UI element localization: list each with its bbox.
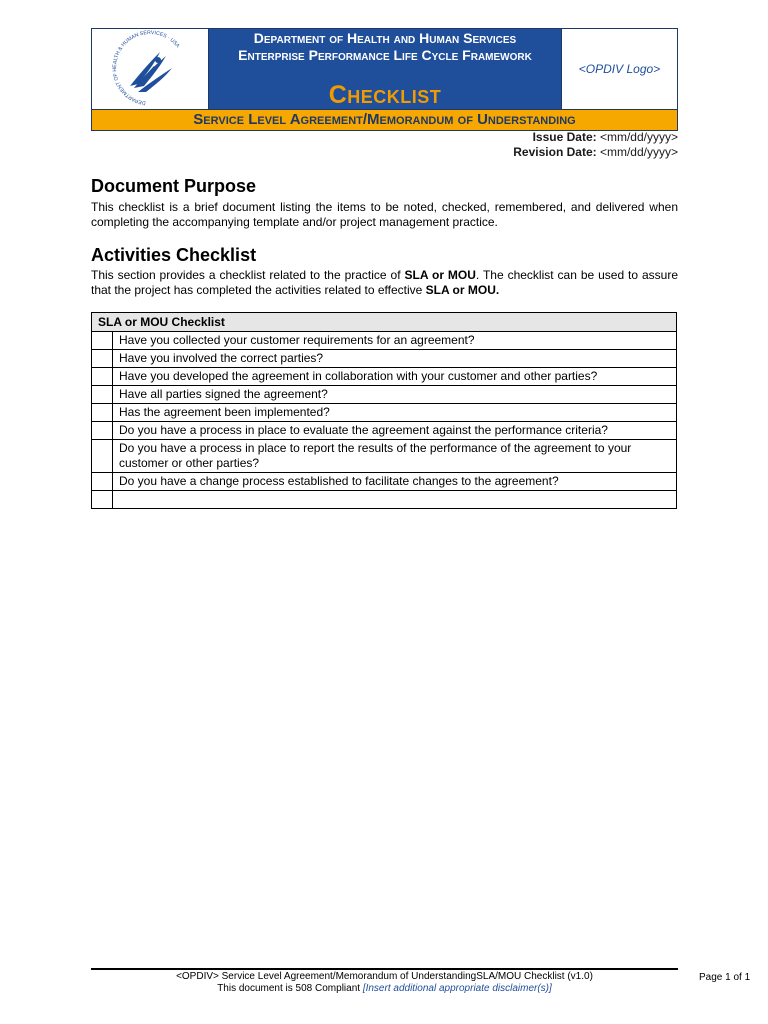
department-banner [209, 29, 561, 109]
issue-date-label: Issue Date: [532, 130, 597, 144]
issue-date-value: <mm/dd/yyyy> [599, 130, 678, 144]
checklist-item-text: Have all parties signed the agreement? [113, 386, 677, 404]
footer-document-name: <OPDIV> Service Level Agreement/Memorandum of UnderstandingSLA/MOU Checklist (v1.0) [176, 971, 593, 982]
checklist-row [92, 404, 677, 422]
footer-disclaimer: [Insert additional appropriate disclaimer(s)] [362, 983, 552, 994]
hhs-eagle-seal-icon [100, 30, 200, 108]
framework-name: Enterprise Performance Life Cycle Framework [238, 47, 532, 63]
checklist-checkbox[interactable] [92, 386, 113, 404]
page-number: Page 1 of 1 [699, 972, 751, 983]
seal-lettering: DEPARTMENT OF HEALTH & HUMAN SERVICES · USA [112, 30, 181, 106]
activities-text-bold: SLA or MOU. [425, 283, 500, 297]
checklist-item-text: Have you collected your customer requirements for an agreement? [113, 332, 677, 350]
opdiv-logo-placeholder: <OPDIV Logo> [561, 29, 677, 109]
revision-date-row [513, 145, 678, 160]
checklist-row [92, 473, 677, 491]
footer-text [91, 971, 678, 995]
checklist-item-text [113, 491, 677, 509]
revision-date-label: Revision Date: [513, 145, 597, 159]
checklist-row [92, 368, 677, 386]
checklist-row [92, 422, 677, 440]
activities-checklist-text [91, 268, 678, 298]
checklist-item-text: Have you involved the correct parties? [113, 350, 677, 368]
checklist-checkbox[interactable] [92, 368, 113, 386]
checklist-item-text: Have you developed the agreement in collaboration with your customer and other parties? [113, 368, 677, 386]
checklist-row [92, 332, 677, 350]
document-subtitle: Service Level Agreement/Memorandum of Understanding [92, 109, 677, 130]
revision-date-value: <mm/dd/yyyy> [599, 145, 678, 159]
checklist-row [92, 491, 677, 509]
hhs-logo [92, 29, 209, 109]
footer-compliance-text: This document is 508 Compliant [217, 983, 363, 994]
checklist-checkbox[interactable] [92, 350, 113, 368]
department-name: Department of Health and Human Services [253, 30, 517, 46]
checklist-checkbox[interactable] [92, 422, 113, 440]
footer-divider [91, 968, 678, 970]
document-purpose-heading: Document Purpose [91, 176, 257, 196]
checklist-item-text: Do you have a process in place to evaluate the agreement against the performance criteria? [113, 422, 677, 440]
document-type-title: Checklist [328, 81, 442, 109]
document-dates [513, 130, 678, 160]
sla-mou-checklist-table [91, 312, 677, 509]
footer-compliance [91, 983, 678, 995]
checklist-row [92, 350, 677, 368]
checklist-checkbox[interactable] [92, 473, 113, 491]
activities-checklist-heading: Activities Checklist [91, 245, 257, 265]
checklist-checkbox[interactable] [92, 332, 113, 350]
checklist-item-text: Has the agreement been implemented? [113, 404, 677, 422]
checklist-header-row [92, 313, 677, 332]
issue-date-row [513, 130, 678, 145]
checklist-item-text: Do you have a change process established to facilitate changes to the agreement? [113, 473, 677, 491]
checklist-row [92, 386, 677, 404]
activities-text-bold: SLA or MOU [404, 268, 476, 282]
checklist-checkbox[interactable] [92, 440, 113, 473]
checklist-body [92, 332, 677, 509]
document-header [91, 28, 678, 131]
activities-text-part: . The checklist can be used to assure that the project has completed the activities related to effective [91, 268, 679, 297]
checklist-item-text: Do you have a process in place to report the results of the performance of the agreement to your customer or other parties? [113, 440, 677, 473]
activities-text-part: This section provides a checklist related to the practice of [91, 268, 405, 282]
checklist-checkbox[interactable] [92, 404, 113, 422]
document-purpose-text: This checklist is a brief document listing the items to be noted, checked, remembered, and delivered when completing the accompanying template and/or project management practice. [91, 200, 678, 229]
checklist-header: SLA or MOU Checklist [92, 313, 677, 332]
checklist-row [92, 440, 677, 473]
checklist-checkbox[interactable] [92, 491, 113, 509]
